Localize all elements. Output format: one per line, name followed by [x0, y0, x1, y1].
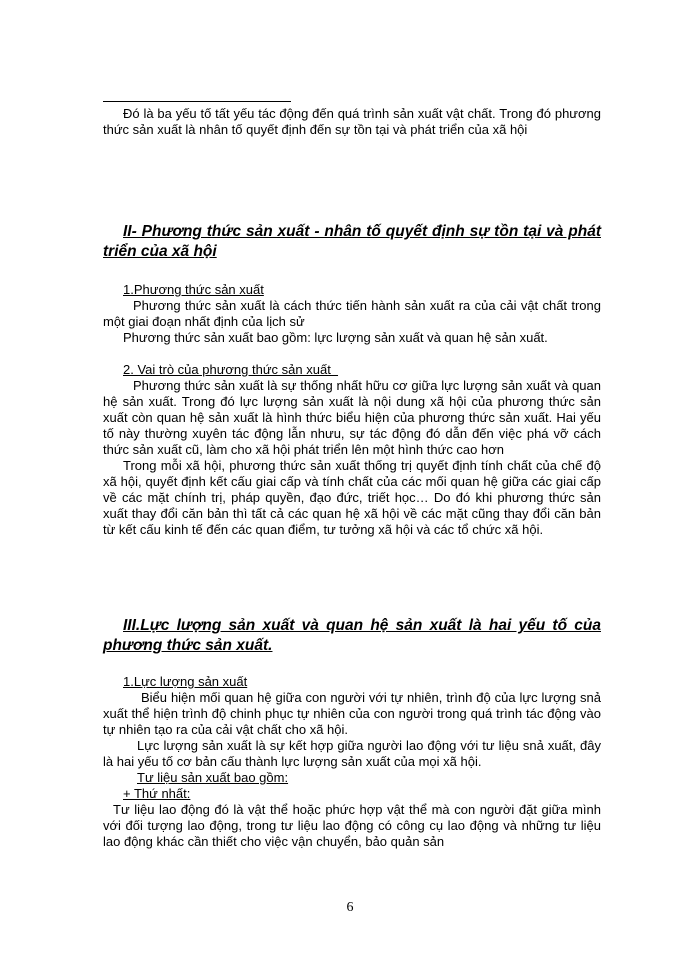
subheading-tu-lieu-san-xuat: Tư liệu sản xuất bao gồm: [137, 770, 289, 785]
paragraph: Phương thức sản xuất là sự thống nhất hữu cơ giữa lực lượng sản xuất và quan hệ sản xuất. Trong đó lực lượng sản xuất là nội dung xã hội của phương thức sản xuất còn quan hệ sản xuất là hình thức biểu hiện của phương thức sản xuất. Hai yếu tố này thường xuyên tác động lẫn nhưu, sự tác động đó dẫn đến việc phá vỡ cách thức sản xuất cũ, làm cho xã hội phát triển lên một hình thức cao hơn [103, 378, 601, 457]
footnote-rule [103, 101, 291, 102]
paragraph: Trong mỗi xã hội, phương thức sản xuất thống trị quyết định tính chất của chế độ xã hội, quyết định kết cấu giai cấp và tính chất của các mối quan hệ giữa các giai cấp về các mặt chính trị, pháp quyền, đạo đức, triết học… Do đó khi phương thức sản xuất thay đổi căn bản thì tất cả các quan hệ xã hội về các mặt cũng thay đổi căn bản từ kết cấu kinh tế đến các quan điểm, tư tưởng xã hội và các tổ chức xã hội. [103, 458, 601, 537]
subheading-vai-tro: 2. Vai trò của phương thức sản xuất [123, 362, 339, 377]
paragraph: Biểu hiện mối quan hệ giữa con người với tự nhiên, trình độ của lực lượng snả xuất thể hiện trình độ chinh phục tự nhiên của con người trong quá trình tác động vào tự nhiên tạo ra của cải vật chất cho xã hội. [103, 690, 601, 737]
section-3-body-block [103, 674, 601, 850]
page-number: 6 [346, 900, 354, 915]
section-2-heading-block [103, 222, 601, 262]
subheading-phuong-thuc-san-xuat: 1.Phương thức sản xuất [123, 282, 264, 297]
subheading-luc-luong-san-xuat: 1.Lực lượng sản xuất [123, 674, 248, 689]
intro-paragraph: Đó là ba yếu tố tất yếu tác động đến quá trình sản xuất vật chất. Trong đó phương thức sản xuất là nhân tố quyết định đến sự tồn tại và phát triển của xã hội [103, 106, 601, 137]
paragraph: Tư liệu lao động đó là vật thể hoặc phức hợp vật thể mà con người đặt giữa mình với đối tượng lao động, trong tư liệu lao động có công cụ lao động và những tư liệu lao động khác cần thiết cho việc vận chuyển, bảo quản sản [103, 802, 601, 849]
paragraph: Phương thức sản xuất bao gồm: lực lượng sản xuất và quan hệ sản xuất. [123, 330, 548, 345]
section-3-heading: III.Lực lượng sản xuất và quan hệ sản xuất là hai yếu tố của phương thức sản xuất. [103, 617, 601, 654]
subheading-thu-nhat: + Thứ nhất: [123, 786, 191, 801]
section-2-sub1-block [103, 282, 601, 346]
section-3-heading-block [103, 616, 601, 656]
paragraph: Lực lượng sản xuất là sự kết hợp giữa người lao động với tư liệu snả xuất, đây là hai yếu tố cơ bản cấu thành lực lượng sản xuất của mọi xã hội. [103, 738, 601, 769]
paragraph: Phương thức sản xuất là cách thức tiến hành sản xuất ra của cải vật chất trong một giai đoạn nhất định của lịch sử [103, 298, 601, 329]
section-2-heading: II- Phương thức sản xuất - nhân tố quyết định sự tồn tại và phát triển của xã hội [103, 223, 601, 260]
intro-block [103, 106, 601, 138]
section-2-sub2-block [103, 362, 601, 538]
